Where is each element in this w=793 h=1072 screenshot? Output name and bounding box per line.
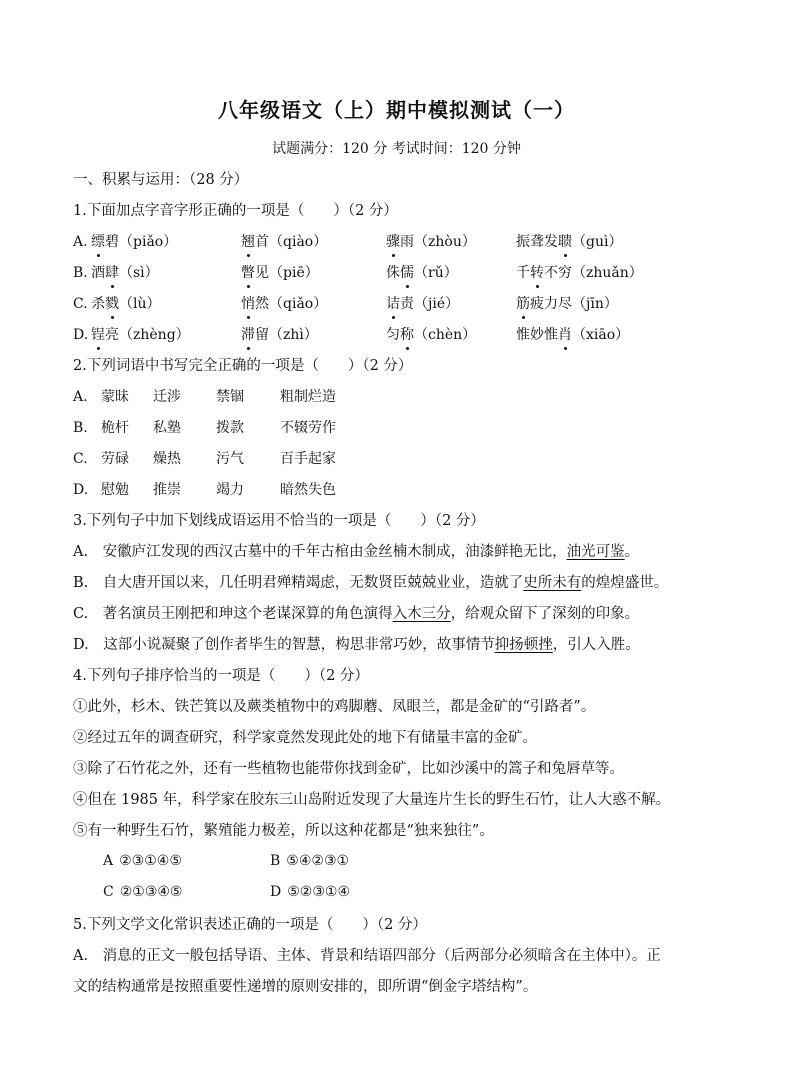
q3-option <box>73 573 668 593</box>
q2-word: 竭力 <box>216 482 244 498</box>
q2-word: 燥热 <box>153 451 181 467</box>
q4-choice <box>270 884 350 900</box>
underlined-idiom: 油光可鉴 <box>566 544 625 560</box>
section-heading: 一、积累与运用：（28 分） <box>73 172 249 188</box>
item-suffix: 碧（piǎo） <box>105 234 178 250</box>
dotted-character: 筋 <box>516 296 530 312</box>
item-suffix: 见（piē） <box>255 265 319 281</box>
item-prefix: 振聋发 <box>516 234 558 250</box>
choice-value: ②③①④⑤ <box>119 853 182 869</box>
item-prefix: 惟妙惟 <box>516 327 558 343</box>
item-suffix: （rǔ） <box>414 265 458 281</box>
dotted-character: 戮 <box>105 296 119 312</box>
q2-word: 推崇 <box>153 482 181 498</box>
q1-item <box>91 325 190 345</box>
q3-option <box>73 542 639 562</box>
q4-stem: 4.下列句子排序恰当的一项是（ ）（2 分） <box>73 668 369 684</box>
option-label: A. <box>73 389 88 405</box>
item-prefix: 匀 <box>386 327 400 343</box>
item-prefix: 侏 <box>386 265 400 281</box>
q2-word: 蒙昧 <box>101 389 129 405</box>
q3-stem: 3.下列句子中加下划线成语运用不恰当的一项是（ ）（2 分） <box>73 513 485 529</box>
item-prefix: 杀 <box>91 296 105 312</box>
choice-letter: B <box>270 853 281 869</box>
q1-item <box>91 232 177 252</box>
q3-option <box>73 604 639 624</box>
item-suffix: （guì） <box>572 234 623 250</box>
option-text-end: 。 <box>624 544 640 560</box>
option-text-end: 的煌煌盛世。 <box>581 575 669 591</box>
dotted-character: 诘 <box>386 296 400 312</box>
dotted-character: 肆 <box>105 265 119 281</box>
q2-word: 污气 <box>216 451 244 467</box>
q4-choice <box>103 853 182 869</box>
option-text: B. 自大唐开国以来，几任明君殚精竭虑，无数贤臣兢兢业业，造就了 <box>73 575 524 591</box>
q1-item <box>91 294 161 314</box>
option-text: C. 著名演员王刚把和珅这个老谋深算的角色演得 <box>73 606 393 622</box>
q2-stem: 2.下列词语中书写完全正确的一项是（ ）（2 分） <box>73 358 413 374</box>
item-suffix: 责（jié） <box>400 296 460 312</box>
dotted-character: 滞 <box>241 327 255 343</box>
q1-item <box>386 325 476 345</box>
q1-item <box>516 263 643 283</box>
q4-sentence: ③除了石竹花之外，还有一些植物也能带你找到金矿，比如沙溪中的篙子和兔唇草等。 <box>73 761 624 777</box>
option-label: A. <box>73 234 88 250</box>
q4-sentence: ⑤有一种野生石竹，繁殖能力极差，所以这种花都是“独来独往”。 <box>73 823 494 839</box>
q2-word: 暗然失色 <box>280 482 336 498</box>
exam-subtitle: 试题满分：120 分 考试时间：120 分钟 <box>272 141 521 157</box>
option-text-end: ，引人入胜。 <box>552 637 640 653</box>
item-suffix: 疲力尽（jīn） <box>530 296 618 312</box>
underlined-idiom: 抑扬顿挫 <box>494 637 553 653</box>
choice-letter: C <box>103 884 114 900</box>
dotted-character: 聩 <box>558 234 572 250</box>
option-label: B. <box>73 420 88 436</box>
dotted-character: 瞥 <box>241 265 255 281</box>
q4-choice <box>103 884 182 900</box>
q4-sentence: ④但在 1985 年，科学家在胶东三山岛附近发现了大量连片生长的野生石竹，让人大惑不解。 <box>73 792 671 808</box>
q1-item <box>241 263 319 283</box>
q2-word: 劳碌 <box>101 451 129 467</box>
q5-option-a-line2: 文的结构通常是按照重要性递增的原则安排的，即所谓“倒金字塔结构”。 <box>73 979 538 995</box>
underlined-idiom: 史所未有 <box>523 575 582 591</box>
dotted-character: 称 <box>400 327 414 343</box>
q2-word: 迁涉 <box>153 389 181 405</box>
q4-choice <box>270 853 349 869</box>
item-suffix: 亮（zhèng） <box>105 327 190 343</box>
underlined-idiom: 入木三分 <box>392 606 451 622</box>
q2-word: 私塾 <box>153 420 181 436</box>
dotted-character: 悄 <box>241 296 255 312</box>
dotted-character: 锃 <box>91 327 105 343</box>
q1-item <box>516 232 622 252</box>
q2-word: 不辍劳作 <box>280 420 336 436</box>
q5-stem: 5.下列文学文化常识表述正确的一项是（ ）（2 分） <box>73 917 427 933</box>
option-label: D. <box>73 482 89 498</box>
choice-letter: D <box>270 884 282 900</box>
item-suffix: 然（qiǎo） <box>255 296 328 312</box>
q1-item <box>516 294 618 314</box>
option-text: A. 安徽庐江发现的西汉古墓中的千年古棺由金丝楠木制成，油漆鲜艳无比， <box>73 544 567 560</box>
exam-title: 八年级语文（上）期中模拟测试（一） <box>218 98 575 122</box>
option-label: B. <box>73 265 88 281</box>
q1-stem: 1.下面加点字音字形正确的一项是（ ）（2 分） <box>73 203 398 219</box>
q2-word: 百手起家 <box>280 451 336 467</box>
option-text: D. 这部小说凝聚了创作者毕生的智慧，构思非常巧妙，故事情节 <box>73 637 495 653</box>
q1-item <box>516 325 629 345</box>
item-suffix: （xiāo） <box>572 327 630 343</box>
choice-value: ②①③④⑤ <box>119 884 183 900</box>
q2-word: 粗制烂造 <box>280 389 336 405</box>
q2-word: 慰勉 <box>101 482 129 498</box>
item-suffix: 留（zhì） <box>255 327 318 343</box>
q4-sentence: ①此外，杉木、铁芒箕以及蕨类植物中的鸡脚蘑、凤眼兰，都是金矿的“引路者”。 <box>73 699 596 715</box>
item-suffix: （chèn） <box>414 327 477 343</box>
q1-item <box>386 232 476 252</box>
choice-value: ⑤④②③① <box>286 853 350 869</box>
item-suffix: （lù） <box>119 296 161 312</box>
dotted-character: 缥 <box>91 234 105 250</box>
option-label: D. <box>73 327 89 343</box>
item-suffix: 首（qiào） <box>255 234 328 250</box>
choice-letter: A <box>103 853 114 869</box>
q5-option-a-line1: A. 消息的正文一般包括导语、主体、背景和结语四部分（后两部分必须暗含在主体中）。正 <box>73 948 661 964</box>
q4-sentence: ②经过五年的调查研究，科学家竟然发现此处的地下有储量丰富的金矿。 <box>73 730 537 746</box>
q2-word: 禁锢 <box>216 389 244 405</box>
q1-item <box>241 232 327 252</box>
option-label: C. <box>73 296 88 312</box>
q1-item <box>241 325 318 345</box>
q2-word: 拨款 <box>216 420 244 436</box>
dotted-character: 翘 <box>241 234 255 250</box>
dotted-character: 转 <box>530 265 544 281</box>
choice-value: ⑤②③①④ <box>287 884 350 900</box>
q1-item <box>91 263 159 283</box>
item-prefix: 酒 <box>91 265 105 281</box>
q3-option <box>73 635 640 655</box>
option-text-end: ，给观众留下了深刻的印象。 <box>450 606 640 622</box>
q1-item <box>241 294 327 314</box>
item-suffix: （sì） <box>119 265 159 281</box>
q2-word: 桅杆 <box>101 420 129 436</box>
dotted-character: 骤 <box>386 234 400 250</box>
dotted-character: 儒 <box>400 265 414 281</box>
item-prefix: 千 <box>516 265 530 281</box>
option-label: C. <box>73 451 88 467</box>
dotted-character: 肖 <box>558 327 572 343</box>
item-suffix: 不穷（zhuǎn） <box>544 265 643 281</box>
q1-item <box>386 294 459 314</box>
q1-item <box>386 263 458 283</box>
item-suffix: 雨（zhòu） <box>400 234 476 250</box>
